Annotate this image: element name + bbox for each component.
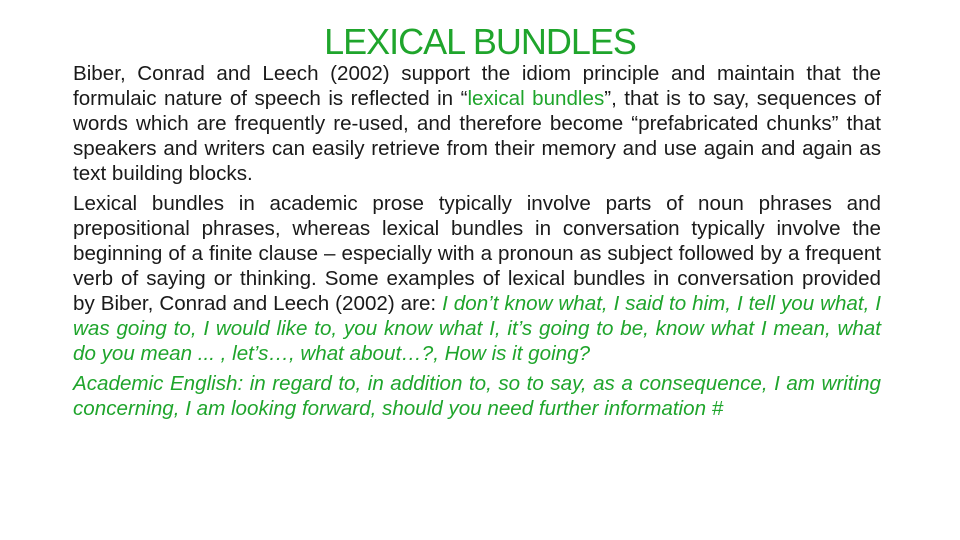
paragraph-text-after: ”, that is to say, sequences of words which are frequently re-used, and therefore become “prefabricated chunks” that speakers and writers can easily retrieve from their memory and use again and again as text building blocks. (73, 87, 881, 185)
paragraph-text: Lexical bundles in academic prose typically involve parts of noun phrases and prepositional phrases, whereas lexical bundles in conversation typically involve the beginning of a finite clause – especially with a pronoun as subject followed by a frequent verb of saying or thinking. Some examples of lexical bundles in conversation provided by Biber, Conrad and Leech (2002) are: (73, 192, 881, 315)
slide-body (73, 61, 881, 426)
conversation-examples: I don’t know what, I said to him, I tell you what, I was going to, I would like to, you know what I, it’s going to be, know what I mean, what do you mean ... , let’s…, what about…?, How is it going? (73, 292, 881, 365)
paragraph-text-before: Biber, Conrad and Leech (2002) support the idiom principle and maintain that the formulaic nature of speech is reflected in “ (73, 62, 881, 110)
slide-title: LEXICAL BUNDLES (324, 21, 636, 62)
paragraph-academic-vs-conversation (73, 191, 881, 366)
paragraph-academic-english-examples: Academic English: in regard to, in addition to, so to say, as a consequence, I am writing concerning, I am looking forward, should you need further information # (73, 372, 881, 420)
paragraph-lexical-bundles-definition (73, 61, 881, 186)
highlight-lexical-bundles: lexical bundles (467, 87, 605, 110)
